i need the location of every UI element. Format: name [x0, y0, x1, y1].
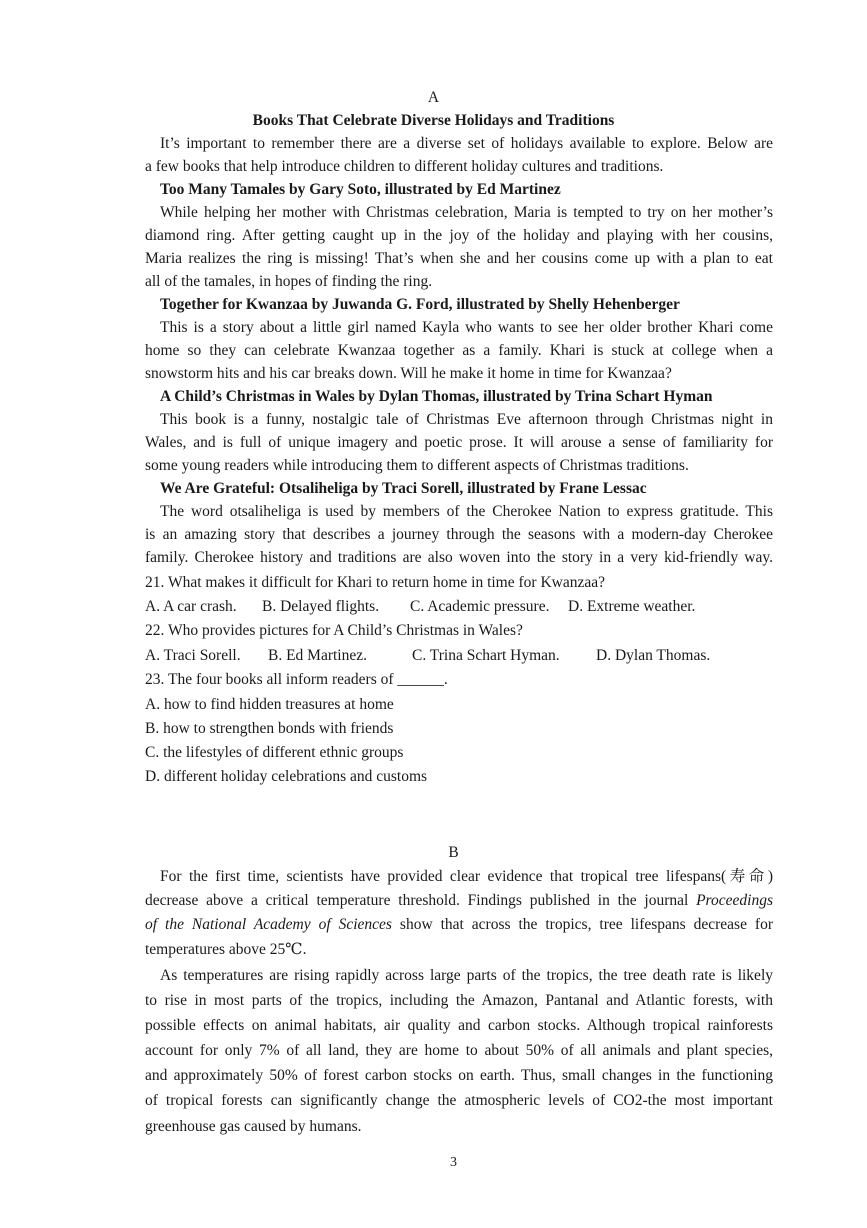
answer-option: C. Academic pressure. [410, 598, 550, 615]
answer-option: A. Traci Sorell. [145, 647, 241, 664]
answer-option: C. the lifestyles of different ethnic groups [145, 744, 404, 761]
section-a-label: A [427, 89, 440, 106]
book-text-line: home so they can celebrate Kwanzaa together as a family. Khari is stuck at college when a [145, 342, 773, 359]
answer-option: A. how to find hidden treasures at home [145, 696, 394, 713]
section-a-title: Books That Celebrate Diverse Holidays and Traditions [252, 112, 615, 129]
section-b-line: As temperatures are rising rapidly across large parts of the tropics, the tree death rate is likely [160, 967, 773, 984]
journal-name: Proceedings [696, 892, 773, 909]
section-b-line: temperatures above 25℃. [145, 941, 307, 958]
section-b-line: to rise in most parts of the tropics, including the Amazon, Pantanal and Atlantic forests, with [145, 992, 773, 1009]
book-text-line: Maria realizes the ring is missing! That’s when she and her cousins come up with a plan to eat [145, 250, 773, 267]
intro-line: It’s important to remember there are a diverse set of holidays available to explore. Below are [160, 135, 773, 152]
question-stem: 21. What makes it difficult for Khari to return home in time for Kwanzaa? [145, 574, 605, 591]
book-heading: Too Many Tamales by Gary Soto, illustrated by Ed Martinez [160, 181, 561, 198]
book-text-line: all of the tamales, in hopes of finding the ring. [145, 273, 433, 290]
answer-option: D. different holiday celebrations and customs [145, 768, 428, 785]
book-text-line: The word otsaliheliga is used by members of the Cherokee Nation to express gratitude. This [160, 503, 773, 520]
section-b-label: B [448, 844, 459, 861]
book-text-line: diamond ring. After getting caught up in the joy of the holiday and playing with her cousins, [145, 227, 773, 244]
section-b-line: For the first time, scientists have provided clear evidence that tropical tree lifespans(寿命) [160, 868, 773, 885]
book-text-line: snowstorm hits and his car breaks down. Will he make it home in time for Kwanzaa? [145, 365, 672, 382]
section-b-line: decrease above a critical temperature threshold. Findings published in the journal Proceedings [145, 892, 773, 909]
journal-name: of the National Academy of Sciences [145, 916, 392, 933]
section-b-line: of the National Academy of Sciences show that across the tropics, tree lifespans decrease for [145, 916, 773, 933]
section-b-line: account for only 7% of all land, they are home to about 50% of all animals and plant species, [145, 1042, 773, 1059]
book-heading: We Are Grateful: Otsaliheliga by Traci Sorell, illustrated by Frane Lessac [160, 480, 647, 497]
book-text-line: Wales, and is full of unique imagery and poetic prose. It will arouse a sense of familiarity for [145, 434, 773, 451]
answer-option: C. Trina Schart Hyman. [412, 647, 560, 664]
page-number: 3 [450, 1155, 457, 1170]
answer-option: B. how to strengthen bonds with friends [145, 720, 394, 737]
answer-option: D. Dylan Thomas. [596, 647, 711, 664]
section-b-line: possible effects on animal habitats, air quality and carbon stocks. Although tropical rainforests [145, 1017, 773, 1034]
book-text-line: family. Cherokee history and traditions are also woven into the story in a very kid-friendly way. [145, 549, 773, 566]
section-b-line: and approximately 50% of forest carbon stocks on earth. Thus, small changes in the functioning [145, 1067, 773, 1084]
book-heading: Together for Kwanzaa by Juwanda G. Ford, illustrated by Shelly Hehenberger [160, 296, 680, 313]
book-text-line: some young readers while introducing them to different aspects of Christmas traditions. [145, 457, 689, 474]
book-text-line: This book is a funny, nostalgic tale of Christmas Eve afternoon through Christmas night in [160, 411, 773, 428]
book-text-line: This is a story about a little girl named Kayla who wants to see her older brother Khari come [160, 319, 773, 336]
section-b-line: of tropical forests can significantly change the atmospheric levels of CO2-the most important [145, 1092, 773, 1109]
book-text-line: is an amazing story that describes a journey through the seasons with a modern-day Cherokee [145, 526, 773, 543]
answer-option: B. Ed Martinez. [268, 647, 368, 664]
answer-option: D. Extreme weather. [568, 598, 696, 615]
section-b-line: greenhouse gas caused by humans. [145, 1118, 362, 1135]
answer-option: B. Delayed flights. [262, 598, 380, 615]
book-text-line: While helping her mother with Christmas celebration, Maria is tempted to try on her mother’s [160, 204, 773, 221]
intro-line: a few books that help introduce children to different holiday cultures and traditions. [145, 158, 664, 175]
question-stem: 22. Who provides pictures for A Child’s Christmas in Wales? [145, 622, 523, 639]
answer-option: A. A car crash. [145, 598, 237, 615]
book-heading: A Child’s Christmas in Wales by Dylan Thomas, illustrated by Trina Schart Hyman [160, 388, 713, 405]
question-stem: 23. The four books all inform readers of ______. [145, 671, 448, 688]
